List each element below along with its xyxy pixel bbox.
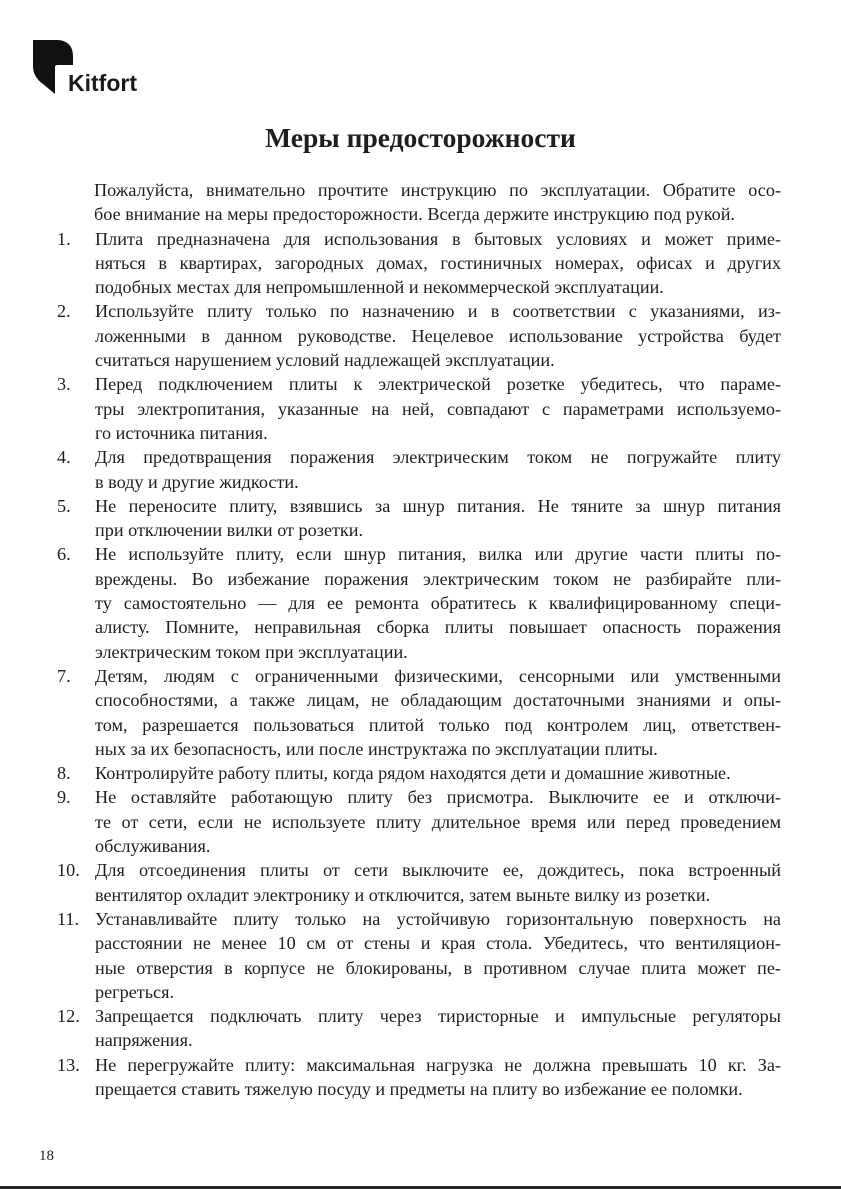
list-item-line: те от сети, если не используете плиту длительное время или перед проведением [95,811,781,832]
list-item-number: 1. [57,228,71,249]
list-item-number: 10. [57,860,80,881]
list-item-line: вентилятор охладит электронику и отключится, затем выньте вилку из розетки. [95,884,711,905]
intro-line: Пожалуйста, внимательно прочтите инструкцию по эксплуатации. Обратите осо- [94,180,781,200]
list-item [57,1053,781,1102]
list-item-line: Детям, людям с ограниченными физическими, сенсорными или умственными [95,665,781,686]
list-item-line: при отключении вилки от розетки. [95,520,364,541]
list-item-line: Для отсоединения плиты от сети выключите ее, дождитесь, пока встроенный [95,860,781,881]
list-item-line: Контролируйте работу плиты, когда рядом находятся дети и домашние животные. [95,763,731,784]
list-item-number: 2. [57,301,71,322]
list-item-line: Запрещается подключать плиту через тиристорные и импульсные регуляторы [95,1006,781,1027]
list-item [57,227,781,300]
list-item-line: алисту. Помните, неправильная сборка плиты повышает опасность поражения [95,617,781,638]
list-item-line: ту самостоятельно — для ее ремонта обратитесь к квалифицированному специ- [95,593,781,614]
page-title: Меры предосторожности [265,122,576,153]
list-item-line: тры электропитания, указанные на ней, совпадают с параметрами используемо- [95,398,781,419]
list-item-number: 6. [57,544,71,565]
list-item [57,299,781,372]
list-item-number: 8. [57,763,71,784]
list-item [57,907,781,1004]
document-body [57,178,781,1101]
list-item-line: Не оставляйте работающую плиту без присмотра. Выключите ее и отключи- [95,787,781,808]
brand-logo [33,40,173,96]
list-item-line: считаться нарушением условий надлежащей эксплуатации. [95,350,555,371]
list-item-line: Перед подключением плиты к электрической розетке убедитесь, что параме- [95,374,781,395]
intro-paragraph [57,178,781,227]
list-item-number: 5. [57,495,71,516]
list-item [57,858,781,907]
list-item [57,664,781,761]
list-item-line: напряжения. [95,1030,193,1051]
list-item [57,445,781,494]
list-item [57,542,781,663]
list-item-line: ные отверстия в корпусе не блокированы, в противном случае плита может пе- [95,957,781,978]
intro-line: бое внимание на меры предосторожности. Всегда держите инструкцию под рукой. [94,204,735,225]
list-item-line: в воду и другие жидкости. [95,471,299,492]
list-item-line: Используйте плиту только по назначению и в соответствии с указаниями, из- [95,301,781,322]
kitfort-logo-mark-icon [33,40,73,94]
list-item-line: Плита предназначена для использования в бытовых условиях и может приме- [95,228,781,249]
brand-name: Kitfort [68,70,137,96]
list-item-line: Не переносите плиту, взявшись за шнур питания. Не тяните за шнур питания [95,495,781,516]
list-item-line: няться в квартирах, загородных домах, гостиничных номерах, офисах и других [95,252,781,273]
list-item-number: 11. [57,908,80,929]
list-item-line: Не перегружайте плиту: максимальная нагрузка не должна превышать 10 кг. За- [95,1054,781,1075]
safety-rules-list [57,227,781,1102]
list-item-line: том, разрешается пользоваться плитой только под контролем лиц, ответствен- [95,714,781,735]
list-item-line: способностями, а также лицам, не обладающим достаточными знаниями и опы- [95,690,781,711]
list-item-number: 3. [57,374,71,395]
list-item-number: 13. [57,1054,80,1075]
list-item [57,761,781,785]
list-item-line: Для предотвращения поражения электрическим током не погружайте плиту [95,447,781,468]
list-item-line: Не используйте плиту, если шнур питания, вилка или другие части плиты по- [95,544,781,565]
list-item-line: регреться. [95,981,175,1002]
list-item-line: го источника питания. [95,422,268,443]
list-item-line: вреждены. Во избежание поражения электрическим током не разбирайте пли- [95,568,781,589]
page-number: 18 [39,1148,54,1164]
list-item [57,1004,781,1053]
list-item-line: обслуживания. [95,836,211,857]
list-item [57,494,781,543]
list-item-line: ных за их безопасность, или после инструктажа по эксплуатации плиты. [95,738,658,759]
list-item-line: прещается ставить тяжелую посуду и предметы на плиту во избежание ее поломки. [95,1078,743,1099]
list-item-number: 9. [57,787,71,808]
list-item-line: электрическим током при эксплуатации. [95,641,408,662]
list-item-line: расстоянии не менее 10 см от стены и края стола. Убедитесь, что вентиляцион- [95,933,781,954]
list-item-number: 7. [57,665,71,686]
list-item-number: 4. [57,447,71,468]
list-item [57,372,781,445]
list-item-line: подобных местах для непромышленной и некоммерческой эксплуатации. [95,277,664,298]
list-item-line: ложенными в данном руководстве. Нецелевое использование устройства будет [95,325,781,346]
list-item-line: Устанавливайте плиту только на устойчивую горизонтальную поверхность на [95,908,781,929]
list-item-number: 12. [57,1006,80,1027]
list-item [57,785,781,858]
